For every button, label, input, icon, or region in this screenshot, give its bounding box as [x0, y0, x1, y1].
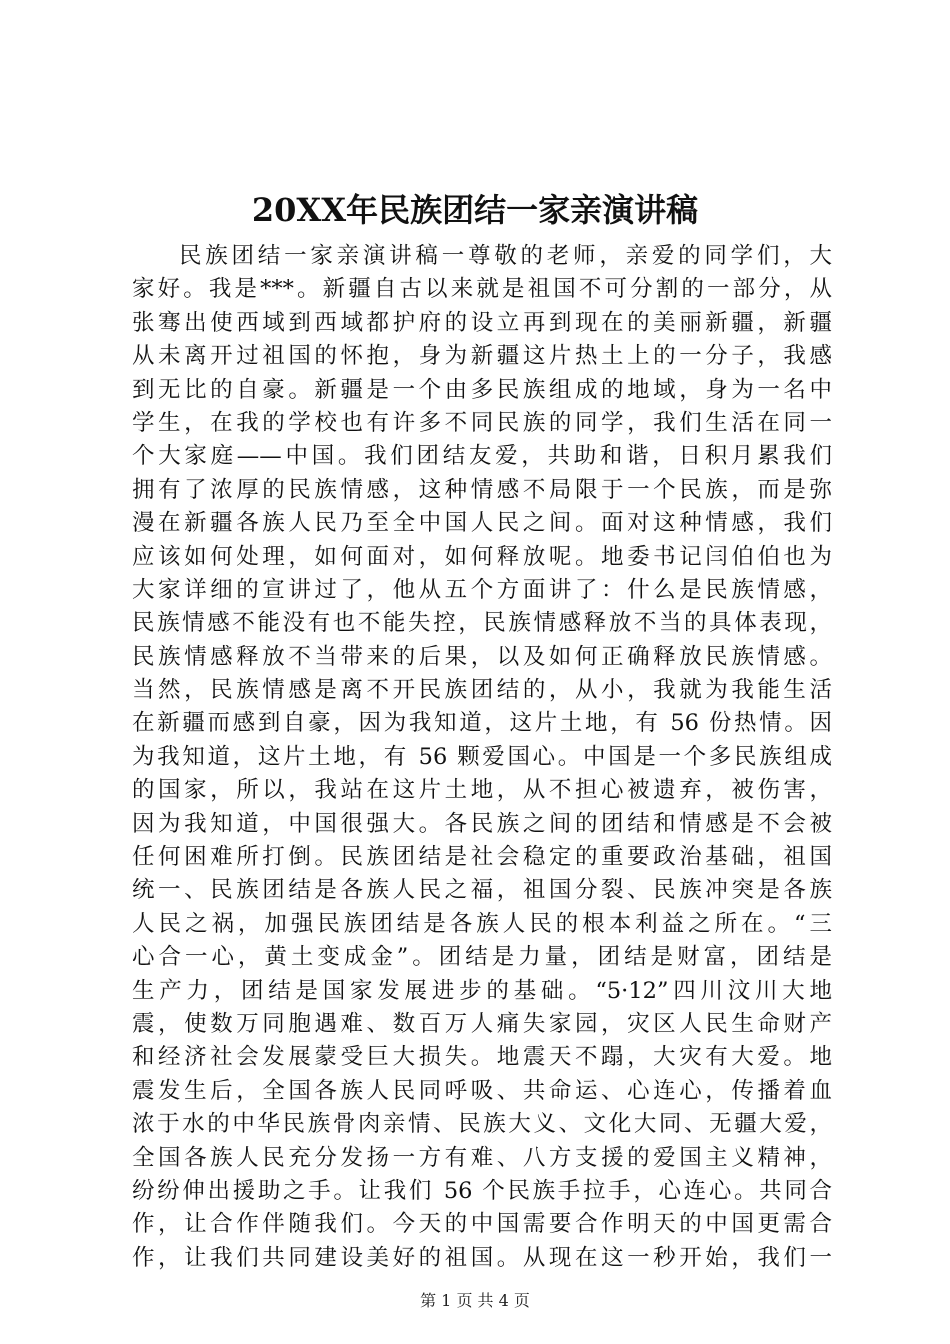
text-line: 因为我知道，中国很强大。各民族之间的团结和情感是不会被 [132, 810, 832, 837]
text-line: 张骞出使西域到西域都护府的设立再到现在的美丽新疆，新疆 [132, 309, 832, 336]
text-line: 生产力，团结是国家发展进步的基础。“5·12”四川汶川大地 [132, 977, 832, 1004]
text-line: 个大家庭——中国。我们团结友爱，共助和谐，日积月累我们 [132, 443, 832, 470]
text-line: 心合一心，黄土变成金”。团结是力量，团结是财富，团结是 [132, 944, 832, 971]
text-line: 在新疆而感到自豪，因为我知道，这片土地，有 56 份热情。因 [132, 710, 832, 737]
text-line: 为我知道，这片土地，有 56 颗爱国心。中国是一个多民族组成 [132, 743, 832, 770]
text-line: 应该如何处理，如何面对，如何释放呢。地委书记闫伯伯也为 [132, 543, 832, 570]
text-line: 民族团结一家亲演讲稿一尊敬的老师，亲爱的同学们，大 [179, 243, 832, 269]
text-line: 的国家，所以，我站在这片土地，从不担心被遗弃，被伤害， [132, 777, 832, 804]
text-line: 和经济社会发展蒙受巨大损失。地震天不蹋，大灾有大爱。地 [132, 1044, 832, 1071]
text-line: 浓于水的中华民族骨肉亲情、民族大义、文化大同、无疆大爱， [132, 1111, 832, 1138]
text-line: 到无比的自豪。新疆是一个由多民族组成的地域，身为一名中 [132, 376, 832, 403]
text-line: 漫在新疆各族人民乃至全中国人民之间。面对这种情感，我们 [132, 510, 832, 537]
text-line: 作，让我们共同建设美好的祖国。从现在这一秒开始，我们一 [132, 1244, 832, 1271]
text-line: 震，使数万同胞遇难、数百万人痛失家园，灾区人民生命财产 [132, 1010, 832, 1037]
text-line: 震发生后，全国各族人民同呼吸、共命运、心连心，传播着血 [132, 1077, 832, 1104]
text-line: 家好。我是***。新疆自古以来就是祖国不可分割的一部分，从 [132, 276, 832, 303]
text-line: 民族情感释放不当带来的后果，以及如何正确释放民族情感。 [132, 643, 832, 670]
text-line: 统一、民族团结是各族人民之福，祖国分裂、民族冲突是各族 [132, 877, 832, 904]
text-line: 任何困难所打倒。民族团结是社会稳定的重要政治基础，祖国 [132, 844, 832, 871]
text-line: 作，让合作伴随我们。今天的中国需要合作明天的中国更需合 [132, 1211, 832, 1238]
text-line: 拥有了浓厚的民族情感，这种情感不局限于一个民族，而是弥 [132, 476, 832, 503]
text-line: 纷纷伸出援助之手。让我们 56 个民族手拉手，心连心。共同合 [132, 1177, 832, 1204]
text-line: 民族情感不能没有也不能失控，民族情感释放不当的具体表现， [132, 610, 832, 637]
text-line: 从未离开过祖国的怀抱，身为新疆这片热土上的一分子，我感 [132, 343, 832, 370]
text-line: 人民之祸，加强民族团结是各族人民的根本利益之所在。“三 [132, 910, 832, 937]
text-line: 全国各族人民充分发扬一方有难、八方支援的爱国主义精神， [132, 1144, 832, 1171]
text-line: 大家详细的宣讲过了，他从五个方面讲了：什么是民族情感， [132, 576, 832, 603]
speech-body [132, 240, 832, 1275]
text-line: 当然，民族情感是离不开民族团结的，从小，我就为我能生活 [132, 677, 832, 704]
page-number: 第 1 页 共 4 页 [420, 1291, 530, 1310]
document-title: 20XX年民族团结一家亲演讲稿 [251, 191, 699, 229]
text-line: 学生，在我的学校也有许多不同民族的同学，我们生活在同一 [132, 409, 832, 436]
